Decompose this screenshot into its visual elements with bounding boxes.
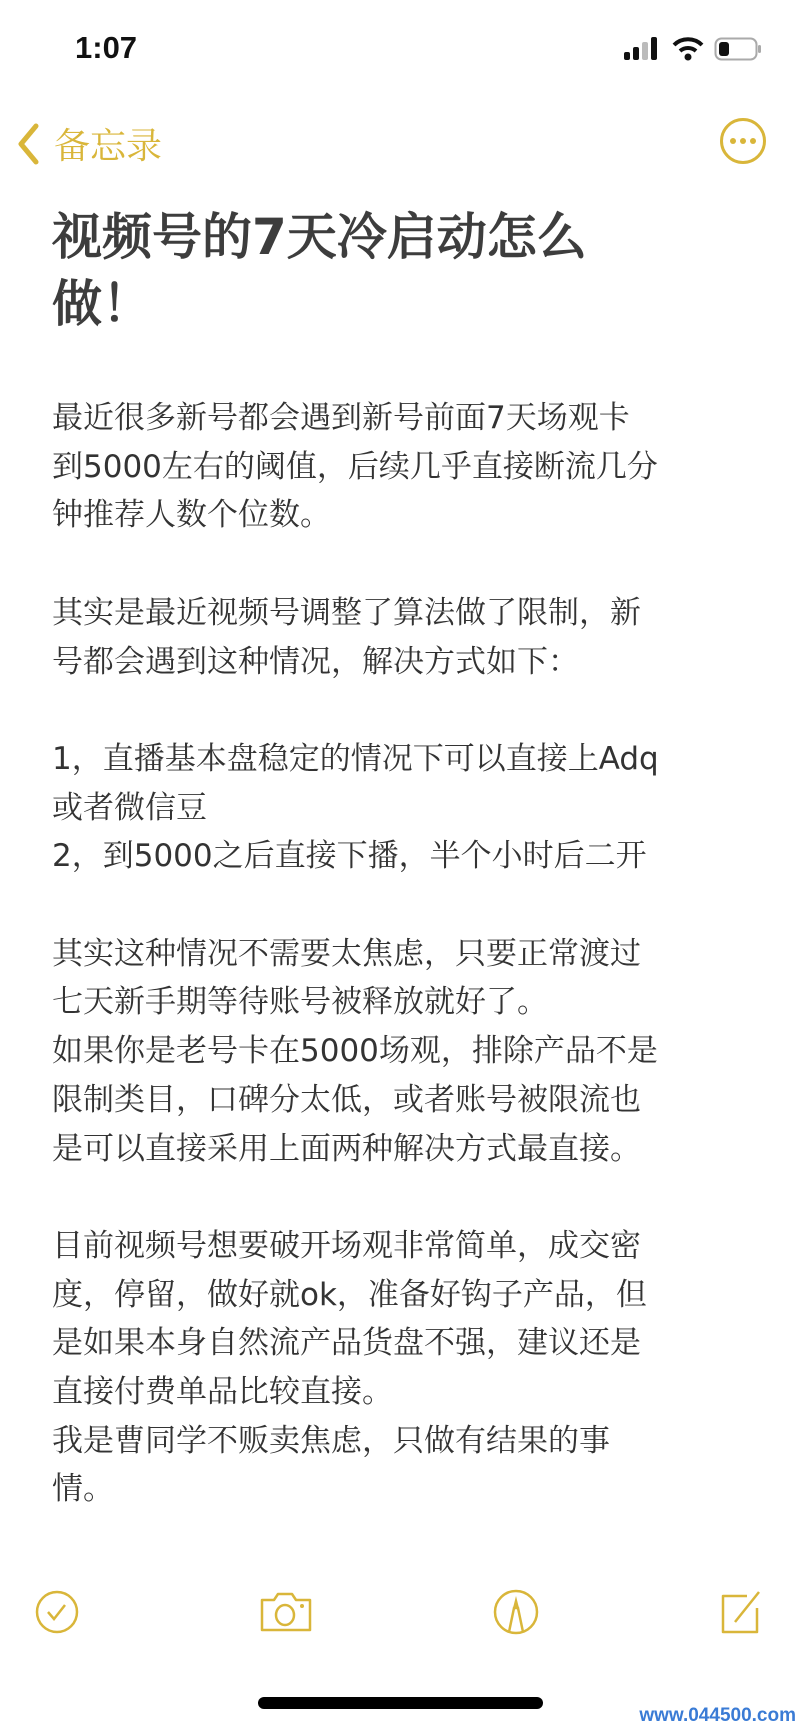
body-line: 是如果本身自然流产品货盘不强，建议还是	[52, 1325, 641, 1362]
body-line: 如果你是老号卡在5000场观，排除产品不是	[52, 1033, 658, 1070]
chevron-left-icon	[16, 123, 40, 165]
compose-button[interactable]	[717, 1588, 765, 1636]
title-line: 视频号的7天冷启动怎么	[52, 208, 587, 266]
note-body[interactable]	[52, 394, 792, 1514]
body-line: 是可以直接采用上面两种解决方式最直接。	[52, 1130, 641, 1167]
camera-button[interactable]	[258, 1588, 314, 1636]
body-line: 我是曹同学不贩卖焦虑，只做有结果的事	[52, 1422, 610, 1459]
home-indicator[interactable]	[258, 1697, 543, 1709]
title-line: 做！	[52, 275, 152, 333]
body-line: 情。	[52, 1471, 114, 1508]
markup-button[interactable]	[492, 1588, 540, 1636]
body-line: 号都会遇到这种情况，解决方式如下：	[52, 643, 579, 680]
blank-line	[52, 1173, 792, 1222]
back-button[interactable]	[16, 118, 162, 169]
body-line: 最近很多新号都会遇到新号前面7天场观卡	[52, 400, 630, 436]
blank-line	[52, 686, 792, 735]
body-line: 钟推荐人数个位数。	[52, 497, 331, 534]
body-line: 七天新手期等待账号被释放就好了。	[52, 984, 548, 1021]
watermark: www.044500.com	[639, 1705, 796, 1726]
status-icons	[624, 36, 762, 62]
body-line: 其实这种情况不需要太焦虑，只要正常渡过	[52, 935, 641, 972]
cellular-signal-icon	[624, 36, 662, 62]
body-line: 或者微信豆	[52, 789, 207, 826]
body-line: 2，到5000之后直接下播，半个小时后二开	[52, 838, 647, 875]
blank-line	[52, 881, 792, 930]
body-line: 到5000左右的阈值，后续几乎直接断流几分	[52, 448, 658, 485]
checklist-button[interactable]	[33, 1588, 81, 1636]
status-time: 1:07	[75, 30, 138, 65]
wifi-icon	[672, 36, 704, 62]
body-line: 其实是最近视频号调整了算法做了限制，新	[52, 594, 641, 631]
more-options-button[interactable]	[720, 118, 766, 164]
body-line: 目前视频号想要破开场观非常简单，成交密	[52, 1227, 641, 1264]
back-label: 备忘录	[54, 126, 163, 167]
body-line: 1，直播基本盘稳定的情况下可以直接上Adq	[52, 740, 659, 777]
ellipsis-icon	[730, 138, 736, 144]
note-title[interactable]	[52, 204, 772, 338]
body-line: 限制类目，口碑分太低，或者账号被限流也	[52, 1081, 641, 1118]
body-line: 直接付费单品比较直接。	[52, 1374, 393, 1410]
blank-line	[52, 540, 792, 589]
body-line: 度，停留，做好就ok，准备好钩子产品，但	[52, 1276, 647, 1313]
battery-icon	[714, 36, 762, 62]
